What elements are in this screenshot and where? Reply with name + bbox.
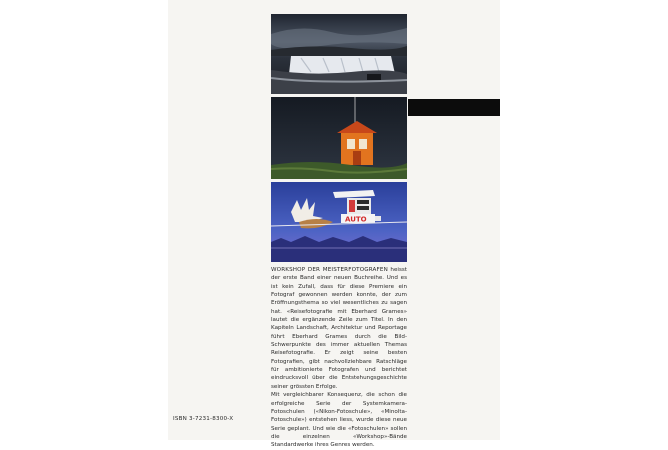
auto-sign-text: AUTO (345, 215, 367, 224)
blurb-paragraph-1 (271, 266, 407, 391)
blurb-paragraph-2: Mit vergleichbarer Konsequenz, die schon die erfolgreiche Serie der Systemkamera-Fotoschulen («Nikon-Fotoschule», «Minolta-Fotoschule») entstehen liess, wurde diese neue Serie geplant. Und wie die «Fotoschulen» sollen die einzelnen «Workshop»-Bände Standardwerke ihres Genres werden. (271, 392, 407, 449)
isbn-number: ISBN 3-7231-8300-X (173, 416, 234, 422)
auto-sign-photo (271, 182, 407, 262)
black-title-bar (408, 99, 500, 116)
orange-hut-photo (271, 97, 407, 179)
series-title: WORKSHOP DER MEISTERFOTOGRAFEN (271, 267, 388, 273)
blurb-paragraph-1-text: heisst der erste Band einer neuen Buchreihe. Und es ist kein Zufall, dass für diese Premiere ein Fotograf gewonnen werden konnte, der zum Eröffnungsthema so viel wesentliches zu sagen hat. «Reisefotografie mit Eberhard Grames» lautet die ergänzende Zeile zum Titel. In den Kapiteln Landschaft, Architektur und Reportage führt Eberhard Grames durch die Bild-Schwerpunkte des immer aktuellen Themas Reisefotografie. Er zeigt seine besten Fotografien, gibt nachvollziehbare Ratschläge für ambitionierte Fotografen und berichtet eindrucksvoll über die Entstehungsgeschichte seiner grössten Erfolge. (271, 267, 407, 390)
waterfall-photo (271, 14, 407, 94)
cover-blurb (271, 266, 407, 450)
